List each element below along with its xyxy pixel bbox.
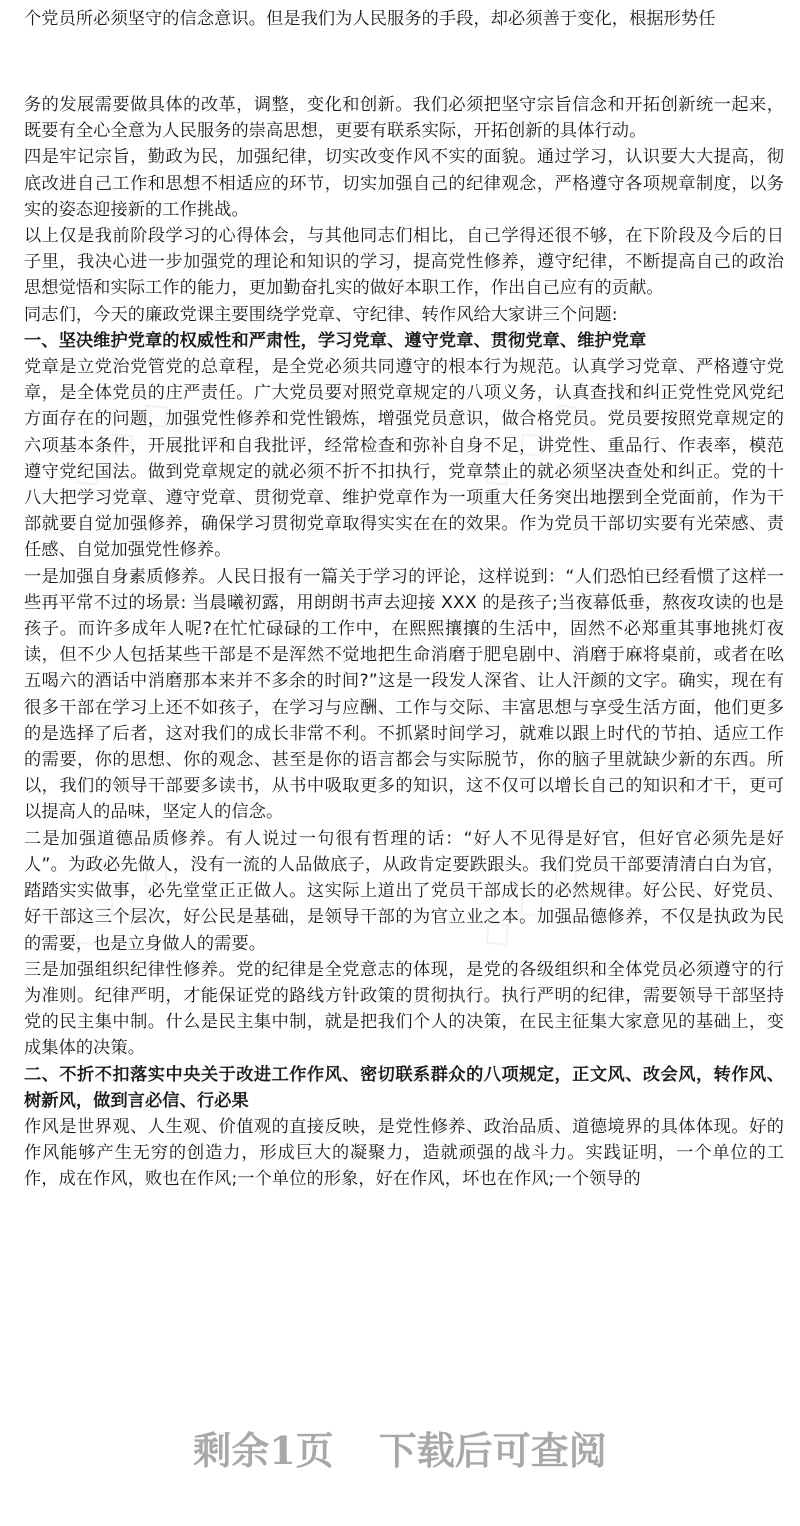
download-to-view-label[interactable]: 下载后可查阅 — [378, 1428, 607, 1473]
paragraph: 作风是世界观、人生观、价值观的直接反映，是党性修养、政治品质、道德境界的具体体现。好的作风能够产生无穷的创造力，形成巨大的凝聚力，造就顽强的战斗力。实践证明，一个单位的工作，成在作风，败也在作风;一个单位的形象，好在作风，坏也在作风;一个领导的 — [24, 1116, 784, 1190]
remaining-pages-label: 剩余1页 — [193, 1428, 334, 1473]
paragraph: 二是加强道德品质修养。有人说过一句很有哲理的话：“好人不见得是好官，但好官必须先是好人”。为政必先做人，没有一流的人品做底子，从政肯定要跌跟头。我们党员干部要清清白白为官，踏踏实实做事，必先堂堂正正做人。这实际上道出了党员干部成长的必然规律。好公民、好党员、好干部这三个层次，好公民是基础，是领导干部的为官立业之本。加强品德修养，不仅是执政为民的需要，也是立身做人的需要。 — [24, 828, 784, 954]
page-top-fragment — [24, 0, 784, 32]
document-body — [24, 92, 784, 1193]
section-heading: 二、不折不扣落实中央关于改进工作作风、密切联系群众的八项规定，正文风、改会风，转作风、树新风，做到言必信、行必果 — [24, 1064, 784, 1111]
paragraph-fragment: 个党员所必须坚守的信念意识。但是我们为人民服务的手段，却必须善于变化，根据形势任 — [24, 9, 716, 29]
download-banner[interactable] — [0, 1420, 800, 1480]
paragraph: 同志们，今天的廉政党课主要围绕学党章、守纪律、转作风给大家讲三个问题: — [24, 304, 618, 325]
section-heading: 一、坚决维护党章的权威性和严肃性，学习党章、遵守党章、贯彻党章、维护党章 — [24, 330, 647, 351]
paragraph: 三是加强组织纪律性修养。党的纪律是全党意志的体现，是党的各级组织和全体党员必须遵守的行为准则。纪律严明，才能保证党的路线方针政策的贯彻执行。执行严明的纪律，需要领导干部坚持党的民主集中制。什么是民主集中制，就是把我们个人的决策，在民主征集大家意见的基础上，变成集体的决策。 — [24, 959, 784, 1059]
paragraph: 务的发展需要做具体的改革，调整，变化和创新。我们必须把坚守宗旨信念和开拓创新统一起来，既要有全心全意为人民服务的崇高思想，更要有联系实际，开拓创新的具体行动。 — [24, 95, 784, 142]
paragraph: 党章是立党治党管党的总章程，是全党必须共同遵守的根本行为规范。认真学习党章、严格遵守党章，是全体党员的庄严责任。广大党员要对照党章规定的八项义务，认真查找和纠正党性党风党纪方面存在的问题，加强党性修养和党性锻炼，增强党员意识，做合格党员。党员要按照党章规定的六项基本条件，开展批评和自我批评，经常检查和弥补自身不足，讲党性、重品行、作表率，模范遵守党纪国法。做到党章规定的就必须不折不扣执行，党章禁止的就必须坚决查处和纠正。党的十八大把学习党章、遵守党章、贯彻党章、维护党章作为一项重大任务突出地摆到全党面前，作为干部就要自觉加强修养，确保学习贯彻党章取得实实在在的效果。作为党员干部切实要有光荣感、责任感、自觉加强党性修养。 — [24, 357, 784, 561]
paragraph: 以上仅是我前阶段学习的心得体会，与其他同志们相比，自己学得还很不够，在下阶段及今后的日子里，我决心进一步加强党的理论和知识的学习，提高党性修养，遵守纪律，不断提高自己的政治思想觉悟和实际工作的能力，更加勤奋扎实的做好本职工作，作出自己应有的贡献。 — [24, 226, 784, 299]
paragraph: 一是加强自身素质修养。人民日报有一篇关于学习的评论，这样说到：“人们恐怕已经看惯了这样一些再平常不过的场景: 当晨曦初露，用朗朗书声去迎接 XXX 的是孩子;当夜幕低垂，熬夜攻读的也是孩子。而许多成年人呢?在忙忙碌碌的工作中，在熙熙攘攘的生活中，固然不必郑重其事地挑灯夜读，但不少人包括某些干部是不是浑然不觉地把生命消磨于肥皂剧中、消磨于麻将桌前，或者在吆五喝六的酒话中消磨那本来并不多余的时间?”这是一段发人深省、让人汗颜的文字。确实，现在有很多干部在学习上还不如孩子，在学习与应酬、工作与交际、丰富思想与享受生活方面，他们更多的是选择了后者，这对我们的成长非常不利。不抓紧时间学习，就难以跟上时代的节拍、适应工作的需要，你的思想、你的观念、甚至是你的语言都会与实际脱节，你的脑子里就缺少新的东西。所以，我们的领导干部要多读书，从书中吸取更多的知识，这不仅可以增长自己的知识和才干，更可以提高人的品味，坚定人的信念。 — [24, 566, 784, 823]
paragraph: 四是牢记宗旨，勤政为民，加强纪律，切实改变作风不实的面貌。通过学习，认识要大大提高，彻底改进自己工作和思想不相适应的环节，切实加强自己的纪律观念，严格遵守各项规章制度，以务实的姿态迎接新的工作挑战。 — [24, 147, 784, 220]
